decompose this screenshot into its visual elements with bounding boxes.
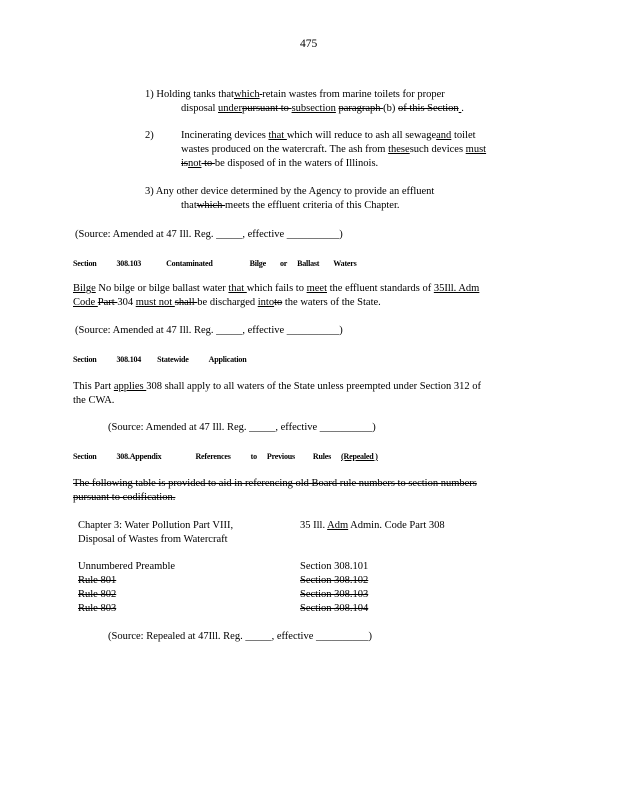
table-row-right: Section 308.103 [300,589,369,600]
table-row-right: Section 308.101 [300,561,369,572]
table-left-header-line-2: Disposal of Wastes from Watercraft [78,534,228,545]
list-item-2-line-3: isnot to be disposed of in the waters of Illinois. [181,158,379,169]
list-item-1-line-2: disposal underpursuant to subsection paragraph (b) of this Section . [181,103,464,114]
table-row-left: Unnumbered Preamble [78,561,176,572]
table-left-header-line-1: Chapter 3: Water Pollution Part VIII, [78,520,234,531]
table-row-left: Rule 801 [78,575,117,586]
table-row-right: Section 308.102 [300,575,369,586]
section-heading-308-103: Section 308.103 Contaminated Bilge or Ballast Waters [73,259,357,268]
source-note-2: (Source: Amended at 47 Ill. Reg. _____, effective __________) [75,325,343,336]
table-row-left: Rule 803 [78,603,117,614]
page-number: 475 [300,38,318,50]
source-note-3: (Source: Amended at 47 Ill. Reg. _____, effective __________) [108,422,376,433]
source-note-4: (Source: Repealed at 47Ill. Reg. _____, effective __________) [108,631,372,642]
list-item-3-line-2: thatwhich meets the effluent criteria of this Chapter. [181,200,400,211]
list-item-2-line-2: wastes produced on the watercraft. The ash from thesesuch devices must [181,144,487,155]
paragraph-308-104-line-1: This Part applies 308 shall apply to all waters of the State unless preempted under Section 312 of [73,381,481,392]
source-note-1: (Source: Amended at 47 Ill. Reg. _____, effective __________) [75,229,343,240]
list-item-1-line-1: 1) Holding tanks thatwhich retain wastes from marine toilets for proper [145,89,445,100]
paragraph-308-104-line-2: the CWA. [73,395,115,406]
list-item-2-label: 2) [145,130,154,141]
table-row-left: Rule 802 [78,589,117,600]
section-heading-308-104: Section 308.104 Statewide Application [73,355,247,364]
list-item-2-line-1: Incinerating devices that which will reduce to ash all sewageand toilet [181,130,476,141]
paragraph-308-103-line-2: Code Part 304 must not shall be discharged intoto the waters of the State. [73,297,381,308]
table-row-right: Section 308.104 [300,603,369,614]
list-item-3-line-1: 3) Any other device determined by the Agency to provide an effluent [145,186,435,197]
repealed-paragraph-line-2: pursuant to codification. [73,492,176,503]
table-right-header: 35 Ill. Adm Admin. Code Part 308 [300,520,445,531]
paragraph-308-103-line-1: Bilge No bilge or bilge ballast water that which fails to meet the effluent standards of 35Ill. Adm [73,283,480,294]
section-heading-308-appendix: Section 308.Appendix References to Previous Rules (Repealed ) [73,452,378,461]
repealed-paragraph-line-1: The following table is provided to aid in referencing old Board rule numbers to section numbers [73,478,477,489]
